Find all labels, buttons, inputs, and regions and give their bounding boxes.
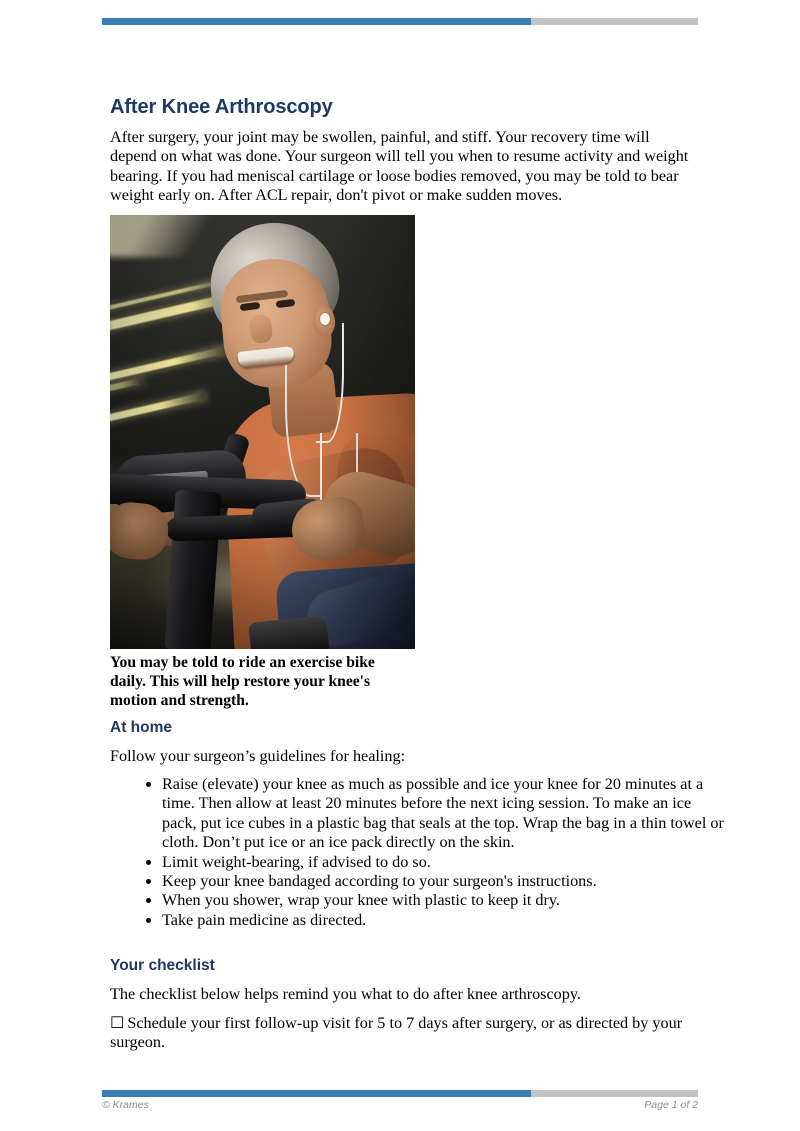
checklist-lead-text: The checklist below helps remind you what to do after knee arthroscopy. — [110, 985, 581, 1003]
checkbox-icon[interactable]: ☐ — [110, 1015, 125, 1032]
list-item: • Keep your knee bandaged according to your surgeon's instructions. — [162, 872, 728, 891]
checklist-item — [110, 1014, 690, 1053]
list-item: • Raise (elevate) your knee as much as possible and ice your knee for 20 minutes at a time. Then allow at least 20 minutes before the next icing session. To make an ice pack, put ice cubes in a plastic bag that seals at the top. Wrap the bag in a thin towel or cloth. Don’t put ice or an ice pack directly on the skin. — [162, 775, 728, 853]
exercise-bike-photo — [110, 215, 415, 649]
header-rule — [102, 18, 698, 25]
section-heading-at-home: At home — [110, 719, 172, 736]
photo-caption: You may be told to ride an exercise bike daily. This will help restore your knee's motion and strength. — [110, 654, 375, 709]
at-home-lead-text: Follow your surgeon’s guidelines for healing: — [110, 747, 406, 765]
footer-rule — [102, 1090, 698, 1097]
checklist-item-label: Schedule your first follow-up visit for 5 to 7 days after surgery, or as directed by your surgeon. — [110, 1014, 683, 1052]
photo-corner-glow — [110, 215, 220, 257]
footer-rule-gray-segment — [531, 1090, 698, 1097]
at-home-bullet-list — [136, 775, 728, 930]
footer-rule-blue-segment — [102, 1090, 531, 1097]
photo-canvas — [110, 215, 415, 649]
header-rule-gray-segment — [531, 18, 698, 25]
header-rule-blue-segment — [102, 18, 531, 25]
page-title: After Knee Arthroscopy — [110, 96, 333, 118]
list-item: • When you shower, wrap your knee with plastic to keep it dry. — [162, 891, 728, 910]
list-item: • Take pain medicine as directed. — [162, 911, 728, 930]
section-heading-your-checklist: Your checklist — [110, 957, 215, 974]
footer-copyright: © Krames — [102, 1099, 149, 1111]
footer-page-number: Page 1 of 2 — [644, 1099, 698, 1111]
list-item: • Limit weight-bearing, if advised to do so. — [162, 853, 728, 872]
intro-paragraph: After surgery, your joint may be swollen, painful, and stiff. Your recovery time will depend on what was done. Your surgeon will tell you when to resume activity and weight bearing. If you had meniscal cartilage or loose bodies removed, you may be told to bear weight early on. After ACL repair, don't pivot or make sudden moves. — [110, 128, 689, 205]
page-footer — [102, 1099, 698, 1111]
photo-nose — [249, 314, 274, 344]
